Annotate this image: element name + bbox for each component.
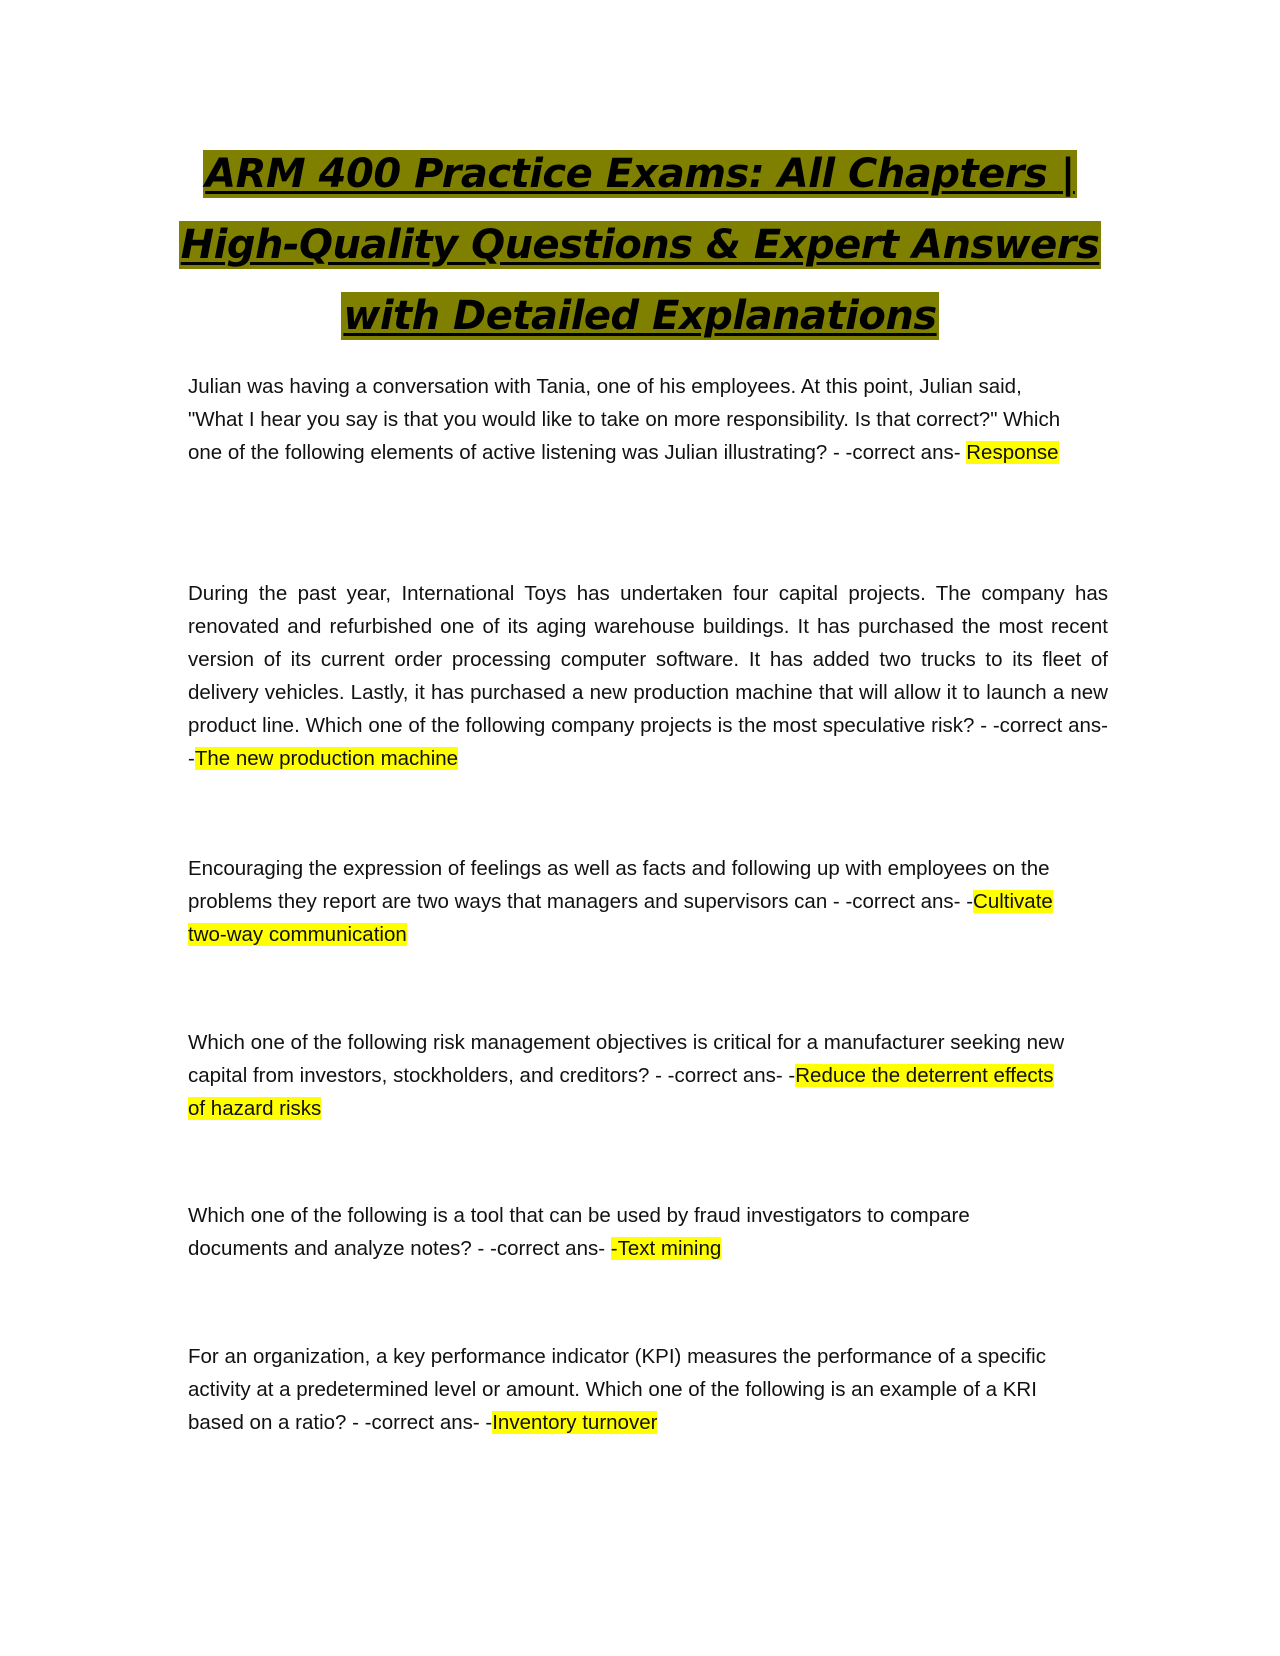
answer-highlight: Inventory turnover xyxy=(492,1411,658,1434)
question-text: Which one of the following risk management objectives is critical for a manufacturer seeking new capital from investors, stockholders, and creditors? - -correct ans- - xyxy=(188,1031,1065,1087)
title-line-2: High-Quality Questions & Expert Answers xyxy=(180,222,1100,268)
answer-highlight: Cultivate two-way communication xyxy=(188,890,1053,946)
answer-highlight: -Text mining xyxy=(610,1237,722,1260)
qa-item-2 xyxy=(188,577,1108,775)
question-text: During the past year, International Toys has undertaken four capital projects. The company has renovated and refurbished one of its aging warehouse buildings. It has purchased the most recent version of its current order processing computer software. It has added two trucks to its fleet of delivery vehicles. Lastly, it has purchased a new production machine that will allow it to launch a new product line. Which one of the following company projects is the most speculative risk? - -correct ans- - xyxy=(188,582,1108,770)
qa-item-3 xyxy=(188,852,1088,951)
question-text: For an organization, a key performance indicator (KPI) measures the performance of a specific activity at a predetermined level or amount. Which one of the following is an example of a KRI based on a ratio? - -correct ans- - xyxy=(188,1345,1046,1434)
qa-item-4 xyxy=(188,1026,1068,1125)
qa-item-6 xyxy=(188,1340,1083,1439)
answer-highlight: Response xyxy=(966,441,1059,464)
document-title xyxy=(150,150,1130,363)
question-text: Julian was having a conversation with Tania, one of his employees. At this point, Julian said, "What I hear you say is that you would like to take on more responsibility. Is that correct?" Which one of the following elements of active listening was Julian illustrating? - -correct ans- xyxy=(188,375,1061,464)
answer-highlight: The new production machine xyxy=(194,747,459,770)
title-line-3: with Detailed Explanations xyxy=(343,293,937,339)
qa-item-1 xyxy=(188,370,1068,469)
answer-highlight: Reduce the deterrent effects of hazard risks xyxy=(188,1064,1054,1120)
title-line-1: ARM 400 Practice Exams: All Chapters | xyxy=(205,151,1075,197)
question-text: Which one of the following is a tool that can be used by fraud investigators to compare documents and analyze notes? - -correct ans- xyxy=(188,1204,970,1260)
question-text: Encouraging the expression of feelings as well as facts and following up with employees on the problems they report are two ways that managers and supervisors can - -correct ans- - xyxy=(188,857,1050,913)
qa-item-5 xyxy=(188,1199,1008,1265)
